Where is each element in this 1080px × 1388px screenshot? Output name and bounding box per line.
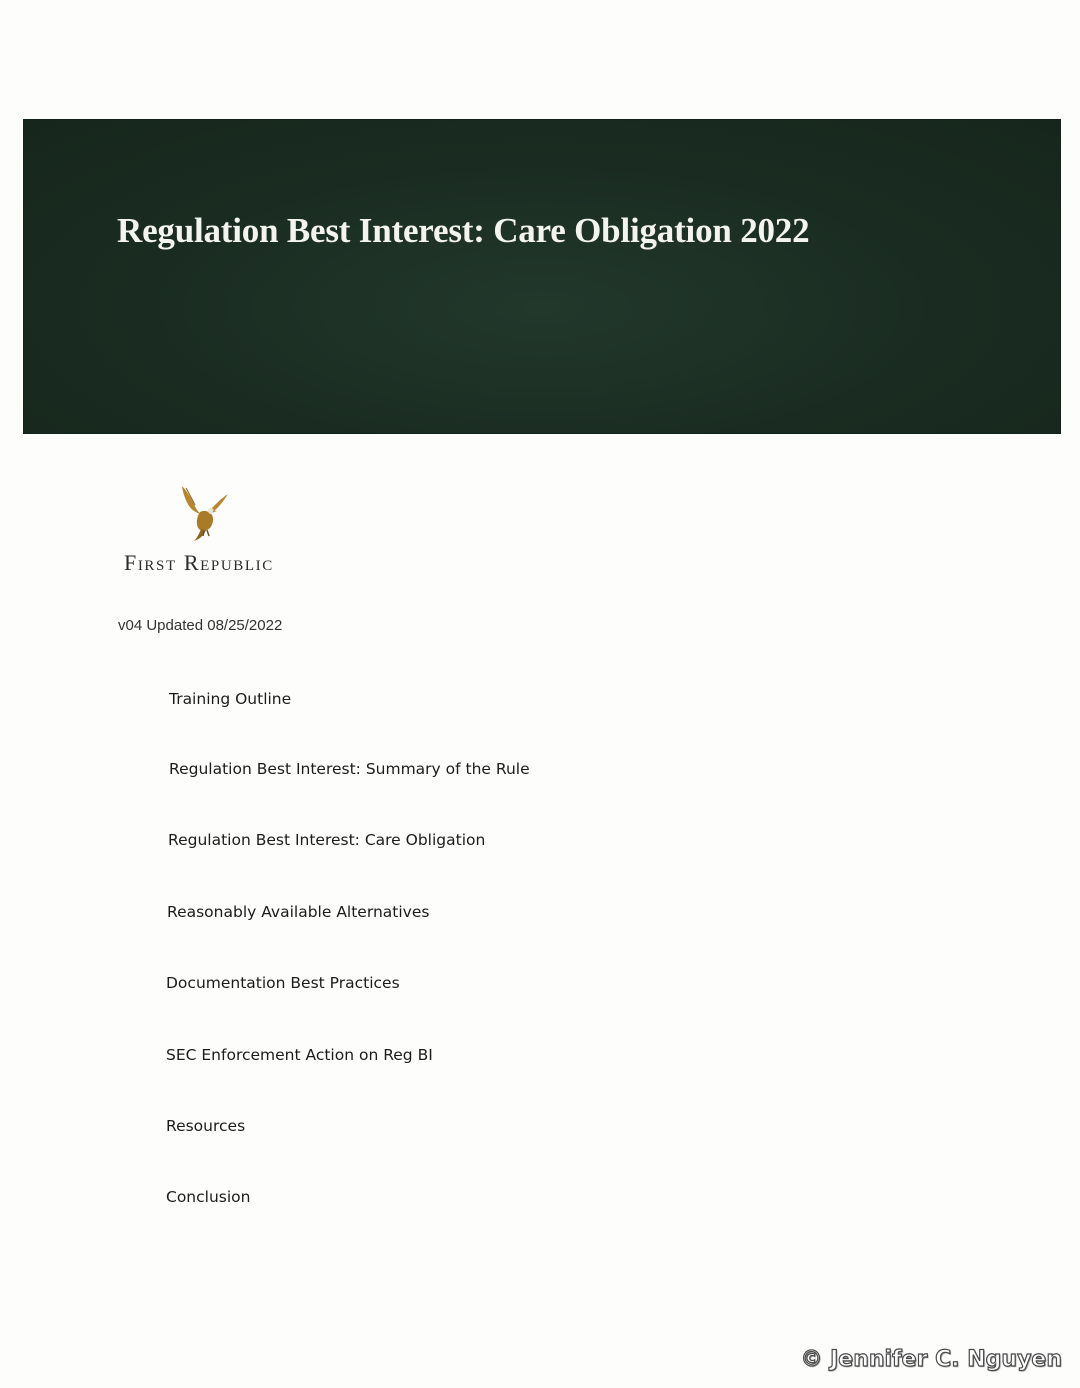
outline-item-sec-enforcement-action: SEC Enforcement Action on Reg BI bbox=[166, 1046, 433, 1064]
outline-item-care-obligation: Regulation Best Interest: Care Obligation bbox=[168, 831, 486, 849]
outline-item-resources: Resources bbox=[166, 1117, 246, 1135]
version-text: v04 Updated 08/25/2022 bbox=[118, 617, 283, 634]
outline-item-documentation-best-practices: Documentation Best Practices bbox=[166, 974, 400, 992]
outline-item-reasonably-available-alternatives: Reasonably Available Alternatives bbox=[167, 903, 430, 921]
page-title: Regulation Best Interest: Care Obligation 2022 bbox=[117, 211, 810, 250]
outline-item-summary-of-the-rule: Regulation Best Interest: Summary of the Rule bbox=[169, 760, 530, 778]
copyright-watermark: © Jennifer C. Nguyen bbox=[800, 1347, 1062, 1372]
brand-name: First Republic bbox=[124, 550, 274, 575]
outline-item-conclusion: Conclusion bbox=[166, 1188, 251, 1206]
outline-item-training-outline: Training Outline bbox=[169, 690, 292, 708]
